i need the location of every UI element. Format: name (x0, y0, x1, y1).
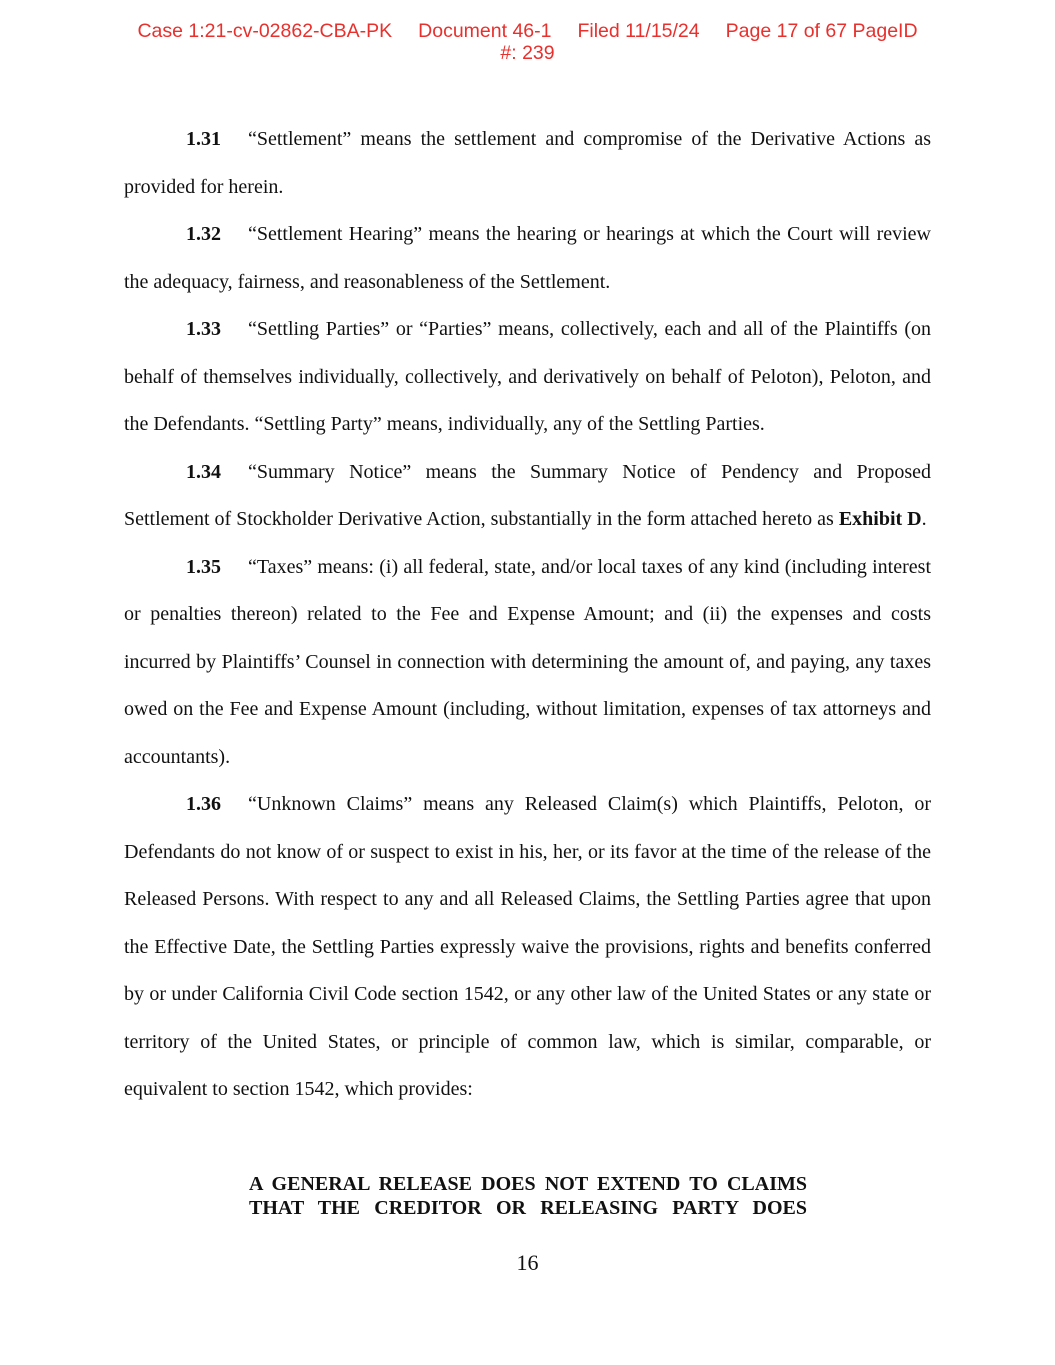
page-of-total: Page 17 of 67 PageID (725, 20, 918, 42)
section-1-33 (124, 306, 931, 449)
section-number: 1.36 (186, 793, 221, 815)
section-text: “Settlement” means the settlement and compromise of the Derivative Actions as provided for herein. (124, 128, 931, 198)
document-number: Document 46-1 (418, 20, 552, 42)
document-body (124, 116, 931, 1114)
section-text: “Taxes” means: (i) all federal, state, and/or local taxes of any kind (including interest or penalties thereon) related to the Fee and Expense Amount; and (ii) the expenses and costs incurred by Plaintiffs’ Counsel in connection with determining the amount of, and paying, any taxes owed on the Fee and Expense Amount (including, without limitation, expenses of tax attorneys and accountants). (124, 555, 931, 768)
page-number: 16 (516, 1250, 539, 1275)
section-tail: . (921, 508, 927, 530)
section-1-35 (124, 544, 931, 782)
quote-line-2: THAT THE CREDITOR OR RELEASING PARTY DOES (249, 1197, 807, 1219)
section-text: “Settling Parties” or “Parties” means, collectively, each and all of the Plaintiffs (on behalf of themselves individually, collectively, and derivatively on behalf of Peloton), Peloton, and the Defendants. “Settling Party” means, individually, any of the Settling Parties. (124, 318, 931, 435)
page-id: #: 239 (500, 42, 555, 64)
statute-quote (249, 1172, 807, 1220)
section-1-34 (124, 449, 931, 544)
section-number: 1.31 (186, 128, 221, 150)
section-1-36 (124, 781, 931, 1114)
section-text: “Summary Notice” means the Summary Notice of Pendency and Proposed Settlement of Stockholder Derivative Action, substantially in the form attached hereto as (124, 460, 931, 530)
exhibit-reference: Exhibit D (838, 508, 922, 530)
section-number: 1.34 (186, 460, 221, 483)
section-number: 1.33 (186, 318, 221, 340)
court-filing-stamp (0, 20, 1055, 64)
section-number: 1.35 (186, 555, 221, 578)
section-1-31 (124, 116, 931, 211)
section-number: 1.32 (186, 223, 221, 245)
section-text: “Unknown Claims” means any Released Claim(s) which Plaintiffs, Peloton, or Defendants do not know of or suspect to exist in his, her, or its favor at the time of the release of the Released Persons. With respect to any and all Released Claims, the Settling Parties agree that upon the Effective Date, the Settling Parties expressly waive the provisions, rights and benefits conferred by or under California Civil Code section 1542, or any other law of the United States or any state or territory of the United States, or principle of common law, which is similar, comparable, or equivalent to section 1542, which provides: (124, 793, 931, 1100)
section-text: “Settlement Hearing” means the hearing or hearings at which the Court will review the adequacy, fairness, and reasonableness of the Settlement. (124, 223, 931, 293)
case-number: Case 1:21-cv-02862-CBA-PK (137, 20, 393, 42)
quote-line-1: A GENERAL RELEASE DOES NOT EXTEND TO CLAIMS (249, 1173, 807, 1195)
filed-date: Filed 11/15/24 (577, 20, 700, 42)
section-1-32 (124, 211, 931, 306)
